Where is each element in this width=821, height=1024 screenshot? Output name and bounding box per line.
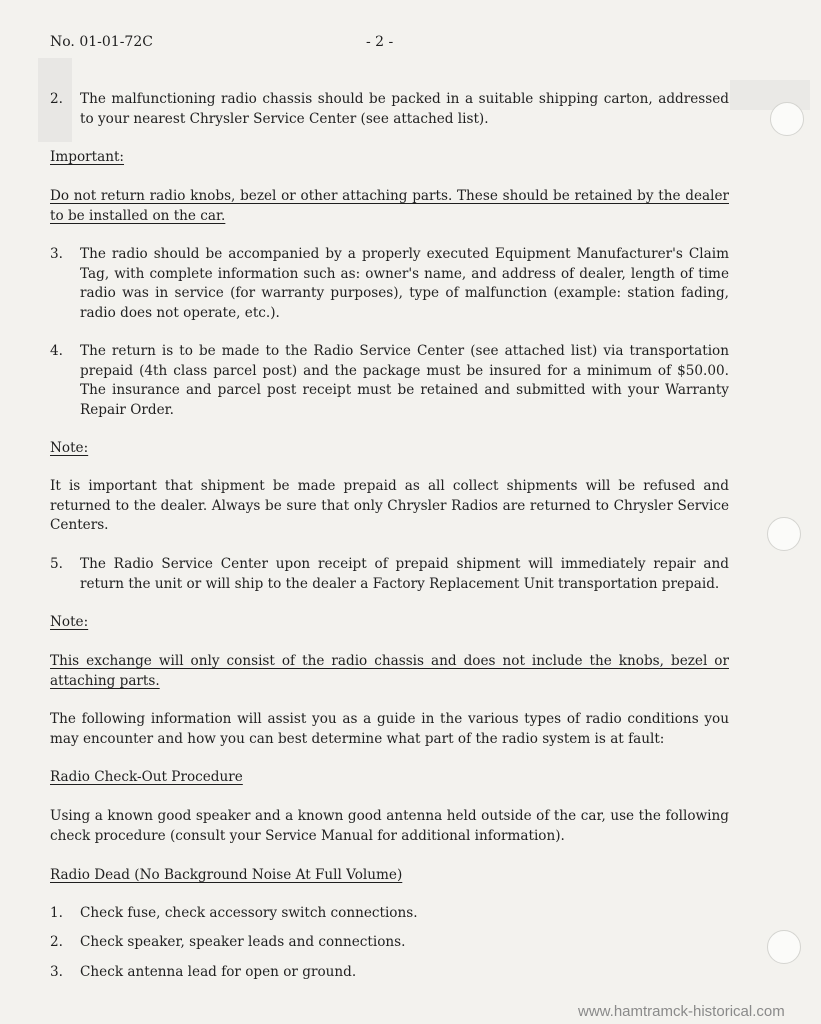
list-item-number: 3. <box>50 246 63 262</box>
list-item <box>50 904 729 924</box>
note-label: Note: <box>50 440 89 456</box>
list-item-number: 2. <box>50 91 63 107</box>
list-item-text: Check speaker, speaker leads and connections. <box>80 934 406 950</box>
list-item-number: 3. <box>50 964 63 980</box>
section-heading: Radio Check-Out Procedure <box>50 769 243 785</box>
watermark: www.hamtramck-historical.com <box>578 1003 785 1020</box>
list-item-number: 5. <box>50 556 63 572</box>
section-text: Using a known good speaker and a known good antenna held outside of the car, use the following check procedure (consult your Service Manual for additional information). <box>50 808 729 844</box>
list-item <box>50 555 729 594</box>
list-item-text: The return is to be made to the Radio Service Center (see attached list) via transportation prepaid (4th class parcel post) and the package must be insured for a minimum of $50.00. The insurance and parcel post receipt must be retained and submitted with your Warranty Repair Order. <box>80 343 729 418</box>
punch-hole <box>767 517 801 551</box>
intro-paragraph: The following information will assist you as a guide in the various types of radio conditions you may encounter and how you can best determine what part of the radio system is at fault: <box>50 711 729 747</box>
list-item <box>50 933 729 953</box>
list-item-number: 2. <box>50 934 63 950</box>
note-text: It is important that shipment be made prepaid as all collect shipments will be refused and returned to the dealer. Always be sure that only Chrysler Radios are returned to Chrysler Service Centers. <box>50 478 729 534</box>
list-item <box>50 342 729 420</box>
list-item-number: 1. <box>50 905 63 921</box>
list-item <box>50 245 729 323</box>
list-item-text: Check fuse, check accessory switch connections. <box>80 905 418 921</box>
list-item <box>50 963 729 983</box>
list-item-text: The malfunctioning radio chassis should be packed in a suitable shipping carton, addressed to your nearest Chrysler Service Center (see attached list). <box>80 91 729 127</box>
list-item-text: The radio should be accompanied by a properly executed Equipment Manufacturer's Claim Tag, with complete information such as: owner's name, and address of dealer, length of time radio was in service (for warranty purposes), type of malfunction (example: station fading, radio does not operate, etc.). <box>80 246 729 321</box>
document-number: No. 01-01-72C <box>50 34 153 50</box>
punch-hole <box>767 930 801 964</box>
list-item <box>50 90 729 129</box>
important-text: Do not return radio knobs, bezel or other attaching parts. These should be retained by the dealer to be installed on the car. <box>50 188 729 224</box>
list-item-number: 4. <box>50 343 63 359</box>
list-item-text: Check antenna lead for open or ground. <box>80 964 357 980</box>
important-label: Important: <box>50 149 125 165</box>
page-number: - 2 - <box>366 34 394 50</box>
punch-hole <box>770 102 804 136</box>
list-item-text: The Radio Service Center upon receipt of prepaid shipment will immediately repair and return the unit or will ship to the dealer a Factory Replacement Unit transportation prepaid. <box>80 556 729 592</box>
note-text: This exchange will only consist of the radio chassis and does not include the knobs, bezel or attaching parts. <box>50 653 729 689</box>
note-label: Note: <box>50 614 89 630</box>
section-heading: Radio Dead (No Background Noise At Full Volume) <box>50 867 403 883</box>
